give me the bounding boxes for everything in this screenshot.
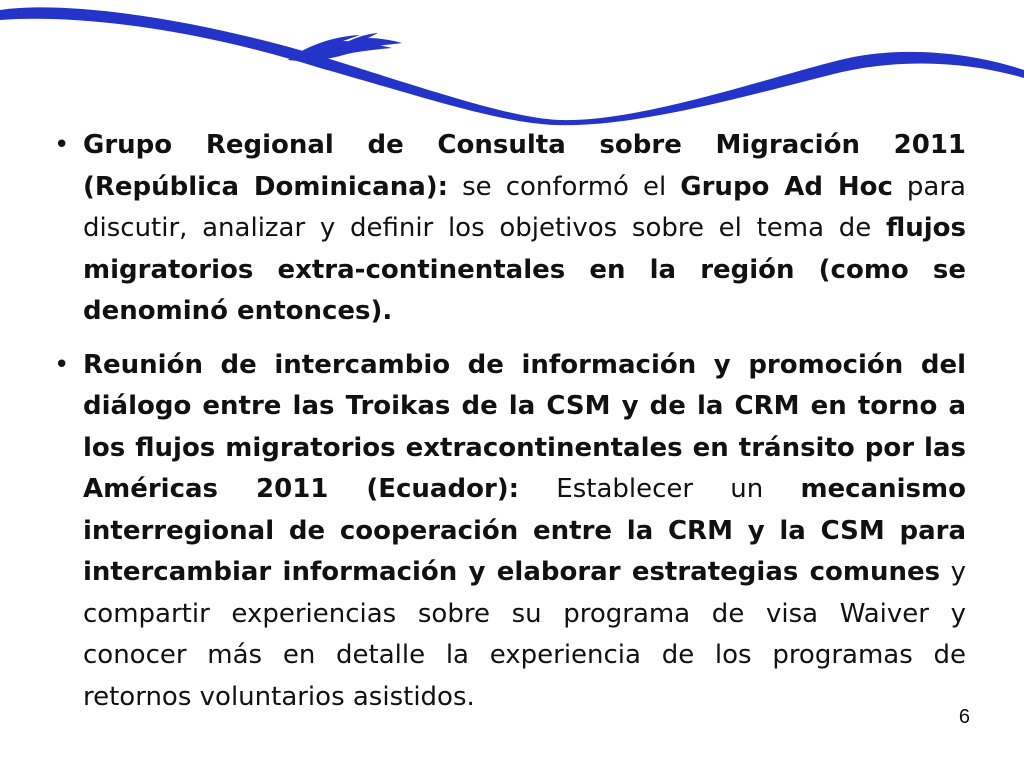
bullet-text-bold: Grupo Ad Hoc: [680, 171, 893, 202]
bullet-item: [48, 345, 966, 719]
bullet-text-bold: mecanismo interregional de cooperación entre la CRM y la CSM para intercambiar información y elaborar estrategias comunes: [83, 474, 966, 587]
bullet-text: se conformó el: [448, 171, 681, 202]
bullet-item: [48, 125, 966, 333]
header-swoosh-graphic: [0, 0, 1024, 130]
bullet-text: Establecer un: [519, 474, 801, 504]
page-number: 6: [958, 706, 970, 728]
bullet-text-bold: Reunión de intercambio de información y promoción del diálogo entre las Troikas de la CSM y de la CRM en torno a los flujos migratorios extracontinentales en tránsito por las Américas 2011 (Ecuador):: [83, 349, 966, 504]
bullet-text-bold: Grupo Regional de Consulta sobre Migración 2011 (República Dominicana):: [83, 130, 966, 202]
slide-content: [48, 125, 966, 730]
bullet-text: y compartir experiencias sobre su programa de visa Waiver y conocer más en detalle la experiencia de los programas de retornos voluntarios asistidos.: [83, 557, 967, 712]
swoosh-wave: [0, 7, 1024, 125]
bullet-text: para discutir, analizar y definir los objetivos sobre el tema de: [83, 171, 966, 243]
bullet-text-bold: flujos migratorios extra-continentales en la región (como se denominó entonces).: [83, 213, 966, 326]
